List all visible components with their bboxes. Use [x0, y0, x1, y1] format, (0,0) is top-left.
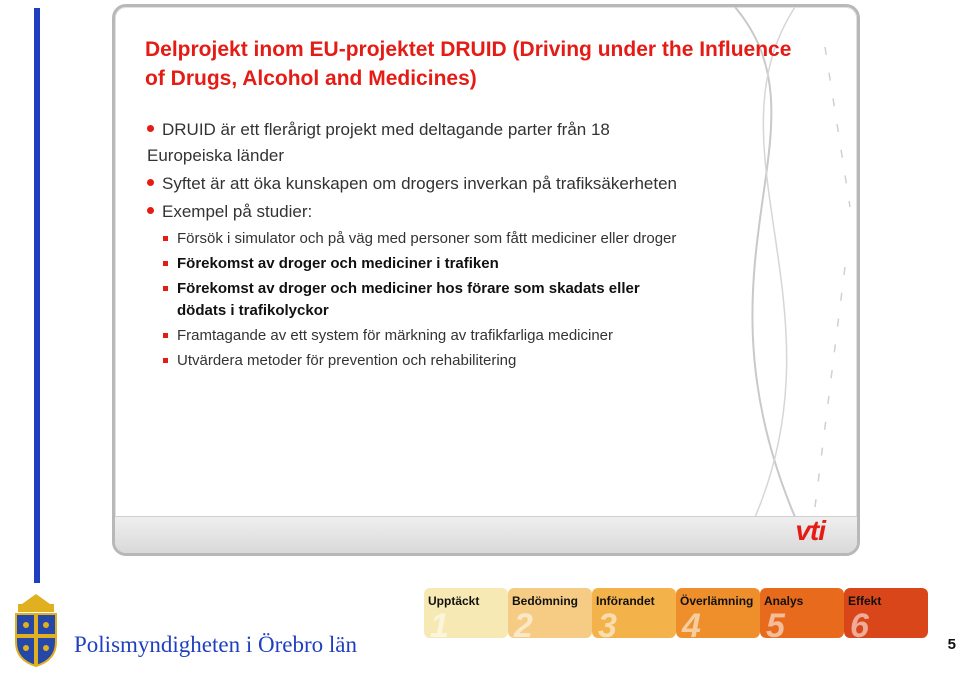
page-number: 5: [947, 636, 956, 653]
square-bullet-icon: [163, 261, 168, 266]
bullet-item: DRUID är ett flerårigt projekt med deltagande parter från 18 Europeiska länder: [147, 120, 610, 165]
process-step-inforandet: Införandet 3: [592, 588, 676, 638]
square-bullet-icon: [163, 358, 168, 363]
process-step-bedomning: Bedömning 2: [508, 588, 592, 638]
square-bullet-icon: [163, 236, 168, 241]
sub-item: Förekomst av droger och mediciner i trafiken: [147, 253, 687, 275]
bullet-dot-icon: [147, 207, 154, 214]
sub-item: Utvärdera metoder för prevention och rehabilitering: [147, 350, 687, 372]
process-step-overlamning: Överlämning 4: [676, 588, 760, 638]
left-accent-bar: [34, 8, 40, 583]
process-step-analys: Analys 5: [760, 588, 844, 638]
process-step-effekt: Effekt 6: [844, 588, 928, 638]
bullet-item: Syftet är att öka kunskapen om drogers inverkan på trafiksäkerheten: [147, 171, 687, 197]
organization-name: Polismyndigheten i Örebro län: [74, 632, 357, 657]
police-crest-icon: [4, 590, 68, 670]
vti-logo: vti: [795, 515, 825, 546]
square-bullet-icon: [163, 286, 168, 291]
bullet-dot-icon: [147, 125, 154, 132]
sub-item: Framtagande av ett system för märkning av trafikfarliga mediciner: [147, 325, 687, 347]
slide-title: Delprojekt inom EU-projektet DRUID (Driving under the Influence of Drugs, Alcohol and Medicines): [145, 38, 792, 90]
slide-content: [147, 117, 687, 372]
sub-item: Försök i simulator och på väg med personer som fått mediciner eller droger: [147, 228, 687, 250]
square-bullet-icon: [163, 333, 168, 338]
embedded-slide: [112, 4, 860, 556]
bullet-dot-icon: [147, 179, 154, 186]
sub-item: Förekomst av droger och mediciner hos förare som skadats eller dödats i trafikolyckor: [147, 278, 687, 322]
slide-footer-bar: [115, 516, 857, 553]
process-step-upptackt: Upptäckt 1: [424, 588, 508, 638]
bullet-item: Exempel på studier:: [147, 199, 687, 225]
process-steps: [424, 588, 928, 638]
